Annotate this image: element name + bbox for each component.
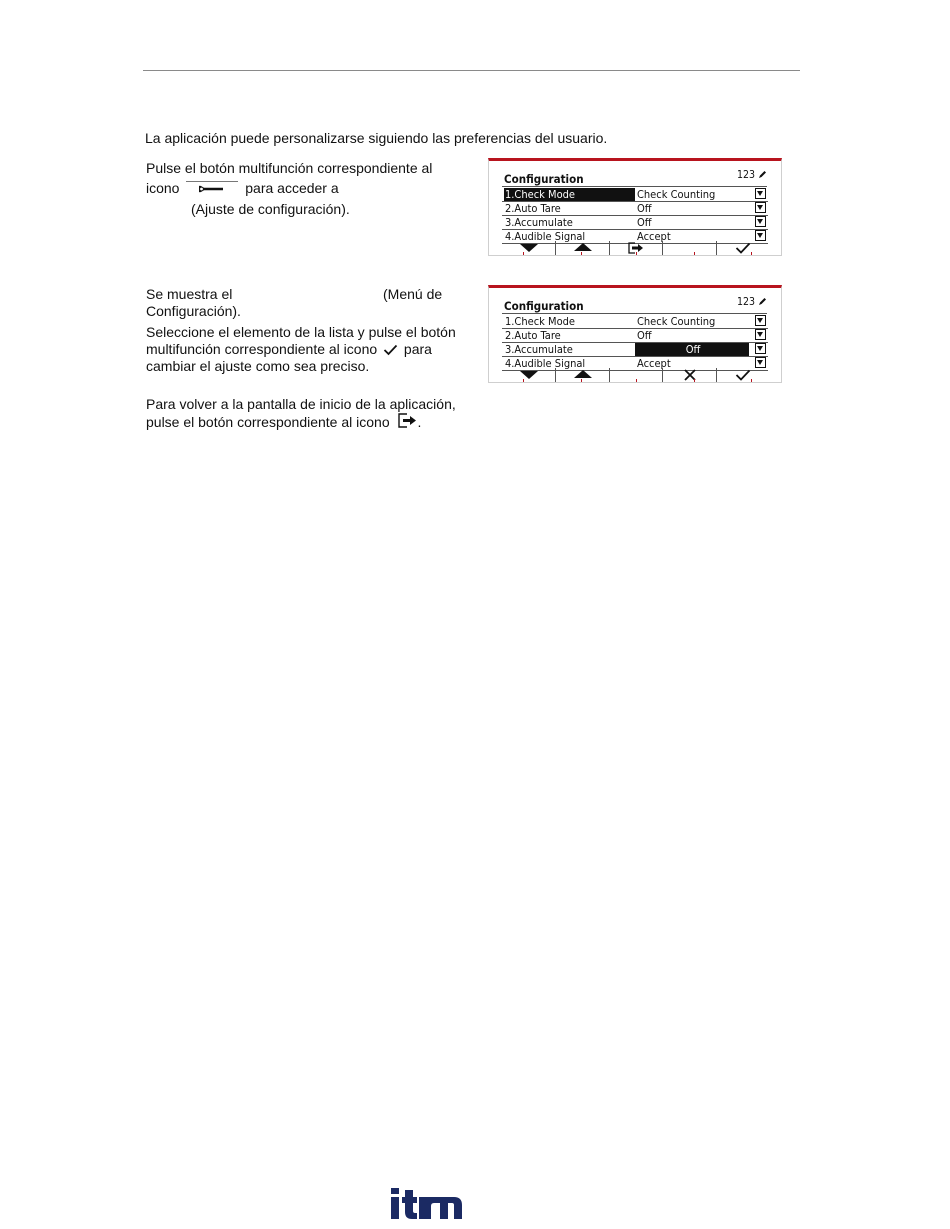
- row-value-selected[interactable]: Off: [635, 343, 749, 356]
- wrench-softkey-icon: [186, 180, 238, 198]
- dropdown-arrow-icon[interactable]: [755, 329, 766, 340]
- row-label: 4.Audible Signal: [505, 230, 586, 243]
- arrow-down-icon: [520, 244, 538, 252]
- row-label: 4.Audible Signal: [505, 357, 586, 370]
- lcd-screen-1: [488, 158, 782, 256]
- step2-line4-pre: multifunción correspondiente al icono: [146, 341, 378, 357]
- softkey-tick: [581, 379, 582, 382]
- softkey-blank[interactable]: [609, 368, 662, 382]
- row-value: Off: [637, 202, 652, 215]
- arrow-up-icon: [574, 370, 592, 378]
- arrow-down-icon: [520, 371, 538, 379]
- softkey-tick: [694, 252, 695, 255]
- step1-line1: Pulse el botón multifunción correspondiente al: [146, 160, 433, 176]
- title-rule: [502, 313, 767, 314]
- row-label: 3.Accumulate: [505, 216, 573, 229]
- softkey-tick: [523, 252, 524, 255]
- screen-title: Configuration: [504, 172, 584, 186]
- step2-line5: cambiar el ajuste como sea preciso.: [146, 358, 370, 374]
- row-value: Accept: [637, 357, 671, 370]
- title-rule: [502, 186, 767, 187]
- config-row-accumulate[interactable]: [502, 343, 768, 356]
- softkey-bar: [502, 241, 767, 255]
- row-label: 1.Check Mode: [504, 188, 635, 201]
- step2-line4-post: para: [403, 341, 432, 357]
- step1-line3: (Ajuste de configuración).: [191, 201, 350, 217]
- step1-line2-pre: icono: [146, 180, 180, 196]
- softkey-tick: [751, 252, 752, 255]
- softkey-tick: [581, 252, 582, 255]
- mode-text: 123: [736, 169, 755, 181]
- softkey-up[interactable]: [555, 241, 609, 255]
- config-row-check-mode[interactable]: [502, 188, 768, 201]
- intro-text: La aplicación puede personalizarse siguiendo las preferencias del usuario.: [145, 130, 608, 146]
- softkey-accept[interactable]: [716, 241, 769, 255]
- pencil-icon: [758, 170, 767, 179]
- step2-line1-pre: Se muestra el: [146, 286, 233, 302]
- screen-title: Configuration: [504, 299, 584, 313]
- dropdown-arrow-icon[interactable]: [755, 202, 766, 213]
- step1-line2-post: para acceder a: [245, 180, 339, 196]
- row-label: 1.Check Mode: [505, 315, 575, 328]
- softkey-down[interactable]: [502, 241, 555, 255]
- softkey-accept[interactable]: [716, 368, 769, 382]
- softkey-down[interactable]: [502, 368, 555, 382]
- row-value: Check Counting: [637, 188, 716, 201]
- dropdown-arrow-icon[interactable]: [755, 216, 766, 227]
- config-row-auto-tare[interactable]: [502, 329, 768, 342]
- pencil-icon: [758, 297, 767, 306]
- softkey-tick: [751, 379, 752, 382]
- step1-line2: [146, 179, 339, 198]
- dropdown-arrow-icon[interactable]: [755, 230, 766, 241]
- config-row-accumulate[interactable]: [502, 216, 768, 229]
- config-row-auto-tare[interactable]: [502, 202, 768, 215]
- row-label: 2.Auto Tare: [505, 202, 561, 215]
- step2-line1-post: (Menú de: [383, 286, 443, 302]
- mode-text: 123: [736, 296, 755, 308]
- step3-line2: [146, 413, 421, 432]
- lcd-screen-2: [488, 285, 782, 383]
- arrow-up-icon: [574, 243, 592, 251]
- row-value: Off: [637, 216, 652, 229]
- mode-indicator: [737, 296, 767, 308]
- dropdown-arrow-icon[interactable]: [755, 357, 766, 368]
- step3-line1: Para volver a la pantalla de inicio de la aplicación,: [146, 396, 456, 412]
- step2-line2: Configuración).: [146, 303, 241, 319]
- step2-line3: Seleccione el elemento de la lista y pulse el botón: [146, 324, 456, 340]
- checkmark-icon: [735, 242, 751, 254]
- softkey-tick: [523, 379, 524, 382]
- softkey-tick: [694, 379, 695, 382]
- softkey-up[interactable]: [555, 368, 609, 382]
- softkey-tick: [636, 379, 637, 382]
- row-label: 3.Accumulate: [505, 343, 573, 356]
- mode-indicator: [737, 169, 767, 181]
- step3-line2-post: .: [417, 414, 422, 430]
- config-row-check-mode[interactable]: [502, 315, 768, 328]
- header-rule: [143, 70, 800, 71]
- step3-line2-pre: pulse el botón correspondiente al icono: [146, 414, 390, 430]
- itm-logo: [391, 1188, 463, 1220]
- dropdown-arrow-icon[interactable]: [755, 315, 766, 326]
- row-value: Accept: [637, 230, 671, 243]
- softkey-exit[interactable]: [609, 241, 662, 255]
- row-value: Check Counting: [637, 315, 716, 328]
- softkey-bar: [502, 368, 767, 382]
- exit-icon: [398, 413, 418, 428]
- softkey-tick: [636, 252, 637, 255]
- dropdown-arrow-icon[interactable]: [755, 343, 766, 354]
- row-label: 2.Auto Tare: [505, 329, 561, 342]
- dropdown-arrow-icon[interactable]: [755, 188, 766, 199]
- softkey-blank[interactable]: [662, 241, 716, 255]
- checkmark-icon: [383, 344, 398, 356]
- checkmark-icon: [735, 369, 751, 381]
- row-value: Off: [637, 329, 652, 342]
- softkey-cancel[interactable]: [662, 368, 716, 382]
